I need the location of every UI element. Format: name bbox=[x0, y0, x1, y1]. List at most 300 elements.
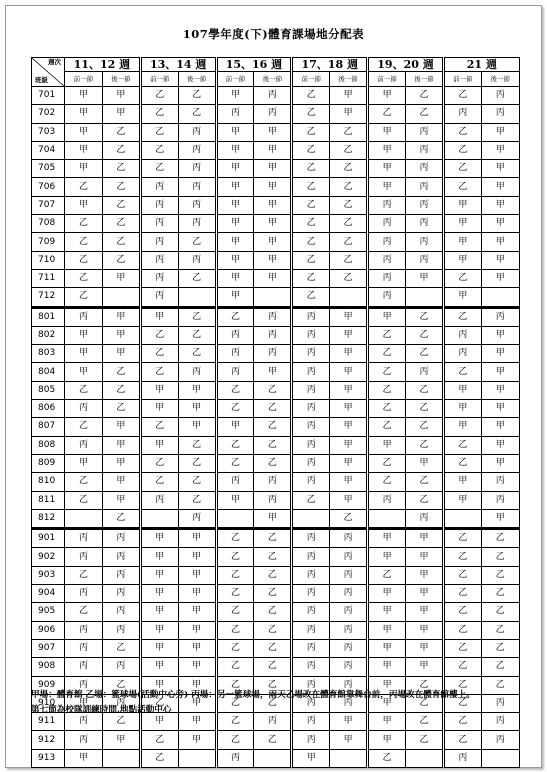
table-row bbox=[32, 585, 520, 603]
venue-cell: 乙 bbox=[330, 269, 368, 287]
table-row bbox=[32, 454, 520, 472]
venue-cell: 甲 bbox=[330, 345, 368, 363]
venue-cell: 丙 bbox=[406, 363, 444, 381]
table-row bbox=[32, 400, 520, 418]
venue-cell: 乙 bbox=[178, 491, 216, 509]
venue-cell: 甲 bbox=[330, 326, 368, 344]
venue-cell: 乙 bbox=[443, 307, 481, 326]
venue-cell: 丙 bbox=[65, 585, 103, 603]
venue-cell: 乙 bbox=[406, 326, 444, 344]
venue-cell: 乙 bbox=[254, 529, 292, 548]
venue-cell: 丙 bbox=[368, 215, 406, 233]
venue-cell: 乙 bbox=[406, 731, 444, 749]
venue-cell: 丙 bbox=[292, 345, 330, 363]
venue-cell: 丙 bbox=[368, 269, 406, 287]
venue-cell: 甲 bbox=[102, 418, 140, 436]
venue-cell: 乙 bbox=[102, 381, 140, 399]
table-row bbox=[32, 345, 520, 363]
venue-cell: 甲 bbox=[330, 491, 368, 509]
venue-cell: 甲 bbox=[102, 436, 140, 454]
venue-cell: 乙 bbox=[481, 529, 519, 548]
venue-cell: 乙 bbox=[65, 418, 103, 436]
class-number-cell: 711 bbox=[32, 269, 65, 287]
venue-cell: 甲 bbox=[216, 178, 254, 196]
venue-cell: 丙 bbox=[178, 178, 216, 196]
venue-cell: 丙 bbox=[330, 621, 368, 639]
venue-cell: 丙 bbox=[443, 326, 481, 344]
venue-cell: 丙 bbox=[443, 749, 481, 767]
venue-cell: 乙 bbox=[216, 548, 254, 566]
venue-cell: 乙 bbox=[102, 509, 140, 528]
venue-cell: 乙 bbox=[102, 178, 140, 196]
venue-cell: 乙 bbox=[178, 269, 216, 287]
venue-cell: 乙 bbox=[102, 196, 140, 214]
venue-cell: 甲 bbox=[102, 473, 140, 491]
venue-cell: 甲 bbox=[368, 694, 406, 712]
venue-cell: 甲 bbox=[140, 658, 178, 676]
venue-cell: 甲 bbox=[65, 694, 103, 712]
venue-cell: 丙 bbox=[481, 307, 519, 326]
venue-cell bbox=[292, 509, 330, 528]
venue-cell: 乙 bbox=[216, 585, 254, 603]
period-header-first: 前一節 bbox=[140, 72, 178, 87]
venue-cell: 丙 bbox=[330, 603, 368, 621]
table-row bbox=[32, 141, 520, 159]
venue-cell: 乙 bbox=[481, 585, 519, 603]
venue-cell: 丙 bbox=[216, 363, 254, 381]
venue-cell: 甲 bbox=[406, 529, 444, 548]
venue-cell: 乙 bbox=[178, 436, 216, 454]
venue-cell: 乙 bbox=[102, 123, 140, 141]
class-number-cell: 712 bbox=[32, 288, 65, 307]
venue-cell: 乙 bbox=[102, 160, 140, 178]
venue-cell: 丙 bbox=[368, 196, 406, 214]
venue-cell: 丙 bbox=[292, 603, 330, 621]
venue-cell: 乙 bbox=[140, 694, 178, 712]
class-number-cell: 801 bbox=[32, 307, 65, 326]
period-header-second: 後一節 bbox=[254, 72, 292, 87]
venue-cell: 丙 bbox=[292, 381, 330, 399]
venue-cell: 甲 bbox=[102, 454, 140, 472]
venue-cell: 丙 bbox=[254, 307, 292, 326]
venue-cell: 甲 bbox=[330, 418, 368, 436]
venue-cell: 乙 bbox=[330, 509, 368, 528]
venue-cell: 乙 bbox=[406, 436, 444, 454]
venue-cell: 甲 bbox=[140, 400, 178, 418]
venue-cell: 乙 bbox=[254, 731, 292, 749]
corner-label-weeks: 週次 bbox=[48, 58, 61, 66]
venue-cell: 丙 bbox=[406, 233, 444, 251]
venue-cell: 丙 bbox=[481, 105, 519, 123]
venue-cell: 乙 bbox=[368, 454, 406, 472]
venue-cell: 丙 bbox=[102, 548, 140, 566]
venue-cell: 乙 bbox=[102, 251, 140, 269]
venue-cell: 乙 bbox=[178, 307, 216, 326]
venue-cell: 甲 bbox=[330, 105, 368, 123]
venue-cell: 乙 bbox=[102, 363, 140, 381]
class-number-cell: 902 bbox=[32, 548, 65, 566]
venue-cell: 丙 bbox=[254, 491, 292, 509]
venue-cell: 甲 bbox=[368, 529, 406, 548]
venue-cell: 丙 bbox=[102, 603, 140, 621]
venue-cell: 乙 bbox=[481, 603, 519, 621]
venue-cell: 丙 bbox=[216, 326, 254, 344]
table-row bbox=[32, 529, 520, 548]
venue-cell: 甲 bbox=[368, 731, 406, 749]
venue-cell: 乙 bbox=[216, 529, 254, 548]
venue-cell: 丙 bbox=[292, 566, 330, 584]
class-number-cell: 703 bbox=[32, 123, 65, 141]
venue-cell: 丙 bbox=[254, 713, 292, 731]
venue-cell: 丙 bbox=[254, 326, 292, 344]
venue-cell: 丙 bbox=[292, 658, 330, 676]
class-number-cell: 707 bbox=[32, 196, 65, 214]
venue-cell: 乙 bbox=[216, 676, 254, 694]
venue-cell: 甲 bbox=[140, 603, 178, 621]
venue-cell: 丙 bbox=[65, 658, 103, 676]
venue-cell: 丙 bbox=[330, 566, 368, 584]
venue-cell: 乙 bbox=[481, 639, 519, 657]
venue-cell: 乙 bbox=[254, 639, 292, 657]
venue-cell: 乙 bbox=[216, 566, 254, 584]
venue-cell: 甲 bbox=[330, 381, 368, 399]
venue-cell: 丙 bbox=[178, 160, 216, 178]
class-number-cell: 804 bbox=[32, 363, 65, 381]
table-row bbox=[32, 639, 520, 657]
venue-cell: 甲 bbox=[330, 307, 368, 326]
venue-cell: 甲 bbox=[254, 141, 292, 159]
venue-cell: 丙 bbox=[481, 731, 519, 749]
venue-cell: 甲 bbox=[178, 529, 216, 548]
venue-cell: 乙 bbox=[140, 141, 178, 159]
class-number-cell: 807 bbox=[32, 418, 65, 436]
class-number-cell: 907 bbox=[32, 639, 65, 657]
venue-cell: 甲 bbox=[216, 160, 254, 178]
table-row bbox=[32, 269, 520, 287]
venue-cell: 丙 bbox=[481, 694, 519, 712]
venue-cell: 丙 bbox=[292, 326, 330, 344]
venue-cell: 丙 bbox=[292, 585, 330, 603]
class-number-cell: 912 bbox=[32, 731, 65, 749]
venue-cell: 乙 bbox=[443, 529, 481, 548]
venue-cell: 甲 bbox=[481, 160, 519, 178]
venue-cell: 乙 bbox=[65, 473, 103, 491]
venue-cell: 乙 bbox=[140, 473, 178, 491]
venue-cell: 乙 bbox=[254, 694, 292, 712]
venue-cell: 甲 bbox=[65, 326, 103, 344]
venue-cell: 丙 bbox=[178, 141, 216, 159]
venue-cell: 乙 bbox=[178, 105, 216, 123]
venue-cell: 乙 bbox=[330, 178, 368, 196]
venue-cell: 乙 bbox=[481, 658, 519, 676]
venue-cell: 乙 bbox=[178, 326, 216, 344]
venue-cell: 乙 bbox=[368, 381, 406, 399]
venue-cell: 丙 bbox=[368, 233, 406, 251]
venue-cell: 甲 bbox=[178, 381, 216, 399]
venue-cell: 甲 bbox=[481, 509, 519, 528]
venue-cell: 丙 bbox=[292, 639, 330, 657]
venue-cell: 乙 bbox=[406, 307, 444, 326]
venue-cell: 乙 bbox=[406, 105, 444, 123]
venue-cell: 丙 bbox=[292, 731, 330, 749]
venue-cell: 甲 bbox=[368, 160, 406, 178]
venue-cell: 丙 bbox=[65, 731, 103, 749]
table-row bbox=[32, 123, 520, 141]
venue-cell: 甲 bbox=[254, 363, 292, 381]
class-number-cell: 811 bbox=[32, 491, 65, 509]
venue-cell: 甲 bbox=[65, 105, 103, 123]
venue-cell: 丙 bbox=[330, 694, 368, 712]
venue-cell: 乙 bbox=[292, 160, 330, 178]
venue-cell: 丙 bbox=[292, 454, 330, 472]
venue-cell: 甲 bbox=[481, 381, 519, 399]
venue-cell: 丙 bbox=[481, 713, 519, 731]
venue-cell bbox=[406, 749, 444, 767]
venue-cell: 甲 bbox=[481, 454, 519, 472]
schedule-table bbox=[31, 57, 520, 768]
header-row-periods bbox=[32, 72, 520, 87]
venue-cell: 乙 bbox=[140, 326, 178, 344]
venue-cell: 丙 bbox=[481, 491, 519, 509]
venue-cell bbox=[140, 509, 178, 528]
venue-cell: 甲 bbox=[102, 731, 140, 749]
venue-cell: 甲 bbox=[443, 381, 481, 399]
venue-cell: 乙 bbox=[406, 87, 444, 105]
venue-cell: 甲 bbox=[481, 123, 519, 141]
venue-cell: 甲 bbox=[406, 454, 444, 472]
venue-cell: 甲 bbox=[140, 676, 178, 694]
venue-cell: 乙 bbox=[216, 381, 254, 399]
venue-cell: 乙 bbox=[443, 548, 481, 566]
venue-cell: 甲 bbox=[406, 269, 444, 287]
venue-cell: 甲 bbox=[481, 178, 519, 196]
venue-cell: 乙 bbox=[178, 87, 216, 105]
venue-cell: 乙 bbox=[216, 713, 254, 731]
period-header-second: 後一節 bbox=[406, 72, 444, 87]
venue-cell: 乙 bbox=[254, 400, 292, 418]
period-header-second: 後一節 bbox=[481, 72, 519, 87]
venue-cell: 甲 bbox=[140, 621, 178, 639]
class-number-cell: 806 bbox=[32, 400, 65, 418]
class-number-cell: 802 bbox=[32, 326, 65, 344]
venue-cell: 乙 bbox=[406, 694, 444, 712]
venue-cell: 丙 bbox=[330, 639, 368, 657]
venue-cell: 乙 bbox=[443, 178, 481, 196]
venue-cell: 甲 bbox=[102, 87, 140, 105]
venue-cell: 甲 bbox=[443, 215, 481, 233]
venue-cell: 甲 bbox=[140, 585, 178, 603]
venue-cell: 甲 bbox=[216, 269, 254, 287]
venue-cell: 甲 bbox=[102, 105, 140, 123]
venue-cell: 乙 bbox=[292, 251, 330, 269]
venue-cell: 乙 bbox=[330, 123, 368, 141]
table-row bbox=[32, 215, 520, 233]
venue-cell: 乙 bbox=[368, 363, 406, 381]
venue-cell: 甲 bbox=[140, 639, 178, 657]
venue-cell: 丙 bbox=[406, 196, 444, 214]
venue-cell: 甲 bbox=[406, 548, 444, 566]
table-row bbox=[32, 418, 520, 436]
class-number-cell: 906 bbox=[32, 621, 65, 639]
venue-cell: 乙 bbox=[254, 585, 292, 603]
venue-cell bbox=[443, 509, 481, 528]
table-row bbox=[32, 731, 520, 749]
venue-cell: 甲 bbox=[178, 731, 216, 749]
table-row bbox=[32, 749, 520, 767]
venue-cell: 丙 bbox=[65, 307, 103, 326]
venue-cell: 甲 bbox=[102, 491, 140, 509]
venue-cell: 乙 bbox=[216, 454, 254, 472]
venue-cell: 乙 bbox=[368, 326, 406, 344]
venue-cell: 丙 bbox=[254, 87, 292, 105]
period-header-second: 後一節 bbox=[178, 72, 216, 87]
venue-cell: 乙 bbox=[178, 345, 216, 363]
venue-cell: 乙 bbox=[216, 639, 254, 657]
class-number-cell: 704 bbox=[32, 141, 65, 159]
venue-cell: 丙 bbox=[292, 418, 330, 436]
venue-cell: 乙 bbox=[330, 196, 368, 214]
venue-cell: 乙 bbox=[140, 749, 178, 767]
venue-cell: 甲 bbox=[368, 141, 406, 159]
venue-cell: 乙 bbox=[292, 491, 330, 509]
venue-cell: 乙 bbox=[368, 345, 406, 363]
venue-cell: 丙 bbox=[330, 529, 368, 548]
period-header-first: 前一節 bbox=[292, 72, 330, 87]
venue-cell: 丙 bbox=[330, 548, 368, 566]
venue-cell: 甲 bbox=[178, 676, 216, 694]
venue-cell: 甲 bbox=[330, 454, 368, 472]
venue-cell: 甲 bbox=[368, 123, 406, 141]
venue-cell: 甲 bbox=[178, 658, 216, 676]
venue-cell: 乙 bbox=[443, 363, 481, 381]
venue-cell: 甲 bbox=[178, 585, 216, 603]
venue-cell: 乙 bbox=[481, 548, 519, 566]
venue-cell: 甲 bbox=[216, 418, 254, 436]
venue-cell: 乙 bbox=[292, 105, 330, 123]
venue-cell: 乙 bbox=[443, 87, 481, 105]
venue-cell: 甲 bbox=[330, 363, 368, 381]
notes bbox=[31, 688, 519, 718]
venue-cell: 乙 bbox=[102, 141, 140, 159]
venue-cell: 甲 bbox=[368, 713, 406, 731]
venue-cell: 甲 bbox=[443, 418, 481, 436]
class-number-cell: 903 bbox=[32, 566, 65, 584]
venue-cell: 甲 bbox=[140, 381, 178, 399]
venue-cell: 乙 bbox=[443, 694, 481, 712]
venue-cell: 甲 bbox=[102, 326, 140, 344]
venue-cell: 乙 bbox=[140, 123, 178, 141]
venue-cell: 甲 bbox=[481, 269, 519, 287]
venue-cell: 甲 bbox=[368, 621, 406, 639]
venue-cell: 丙 bbox=[443, 345, 481, 363]
venue-cell: 乙 bbox=[216, 621, 254, 639]
venue-cell: 甲 bbox=[65, 345, 103, 363]
venue-cell: 乙 bbox=[216, 436, 254, 454]
venue-cell: 甲 bbox=[216, 251, 254, 269]
venue-cell: 甲 bbox=[406, 566, 444, 584]
venue-cell: 丙 bbox=[368, 251, 406, 269]
table-row bbox=[32, 251, 520, 269]
venue-cell: 乙 bbox=[65, 288, 103, 307]
venue-cell: 丙 bbox=[368, 491, 406, 509]
venue-cell: 甲 bbox=[102, 269, 140, 287]
venue-cell: 乙 bbox=[481, 621, 519, 639]
venue-cell: 甲 bbox=[178, 400, 216, 418]
class-number-cell: 910 bbox=[32, 694, 65, 712]
venue-cell: 甲 bbox=[481, 196, 519, 214]
venue-cell: 乙 bbox=[368, 473, 406, 491]
venue-cell: 乙 bbox=[368, 749, 406, 767]
venue-cell: 乙 bbox=[65, 269, 103, 287]
venue-cell: 丙 bbox=[330, 658, 368, 676]
period-header-first: 前一節 bbox=[443, 72, 481, 87]
class-number-cell: 803 bbox=[32, 345, 65, 363]
venue-cell bbox=[102, 749, 140, 767]
venue-cell: 乙 bbox=[140, 87, 178, 105]
venue-cell: 甲 bbox=[481, 418, 519, 436]
venue-cell: 乙 bbox=[292, 87, 330, 105]
venue-cell: 甲 bbox=[330, 87, 368, 105]
venue-cell: 甲 bbox=[481, 141, 519, 159]
venue-cell: 丙 bbox=[481, 87, 519, 105]
table-row bbox=[32, 491, 520, 509]
venue-cell: 甲 bbox=[65, 196, 103, 214]
venue-cell: 乙 bbox=[178, 473, 216, 491]
header-row-weeks bbox=[32, 58, 520, 72]
venue-cell bbox=[102, 288, 140, 307]
table-row bbox=[32, 658, 520, 676]
venue-cell: 乙 bbox=[330, 233, 368, 251]
venue-cell: 甲 bbox=[368, 87, 406, 105]
week-group-header: 17、18 週 bbox=[292, 58, 368, 72]
venue-cell: 乙 bbox=[443, 603, 481, 621]
class-number-cell: 812 bbox=[32, 509, 65, 528]
venue-cell: 甲 bbox=[254, 196, 292, 214]
venue-cell: 乙 bbox=[368, 418, 406, 436]
week-group-header: 21 週 bbox=[443, 58, 519, 72]
venue-cell: 乙 bbox=[216, 694, 254, 712]
venue-cell: 丙 bbox=[140, 269, 178, 287]
venue-cell: 乙 bbox=[102, 400, 140, 418]
venue-cell: 甲 bbox=[65, 160, 103, 178]
venue-cell: 乙 bbox=[254, 418, 292, 436]
table-row bbox=[32, 621, 520, 639]
venue-cell: 丙 bbox=[178, 251, 216, 269]
venue-cell bbox=[481, 288, 519, 307]
venue-cell: 丙 bbox=[140, 288, 178, 307]
venue-cell: 甲 bbox=[254, 269, 292, 287]
venue-cell: 丙 bbox=[178, 363, 216, 381]
venue-cell: 甲 bbox=[368, 658, 406, 676]
venue-cell: 乙 bbox=[178, 233, 216, 251]
period-header-second: 後一節 bbox=[330, 72, 368, 87]
table-row bbox=[32, 473, 520, 491]
venue-cell: 乙 bbox=[406, 676, 444, 694]
venue-cell: 甲 bbox=[254, 509, 292, 528]
venue-cell: 乙 bbox=[65, 603, 103, 621]
venue-cell: 丙 bbox=[406, 160, 444, 178]
class-number-cell: 904 bbox=[32, 585, 65, 603]
venue-cell: 丙 bbox=[254, 345, 292, 363]
venue-cell: 乙 bbox=[406, 473, 444, 491]
venue-cell: 乙 bbox=[65, 233, 103, 251]
venue-cell: 乙 bbox=[216, 603, 254, 621]
venue-cell: 乙 bbox=[481, 676, 519, 694]
venue-cell: 甲 bbox=[481, 345, 519, 363]
venue-cell: 乙 bbox=[65, 178, 103, 196]
class-number-cell: 911 bbox=[32, 713, 65, 731]
venue-cell: 丙 bbox=[216, 473, 254, 491]
